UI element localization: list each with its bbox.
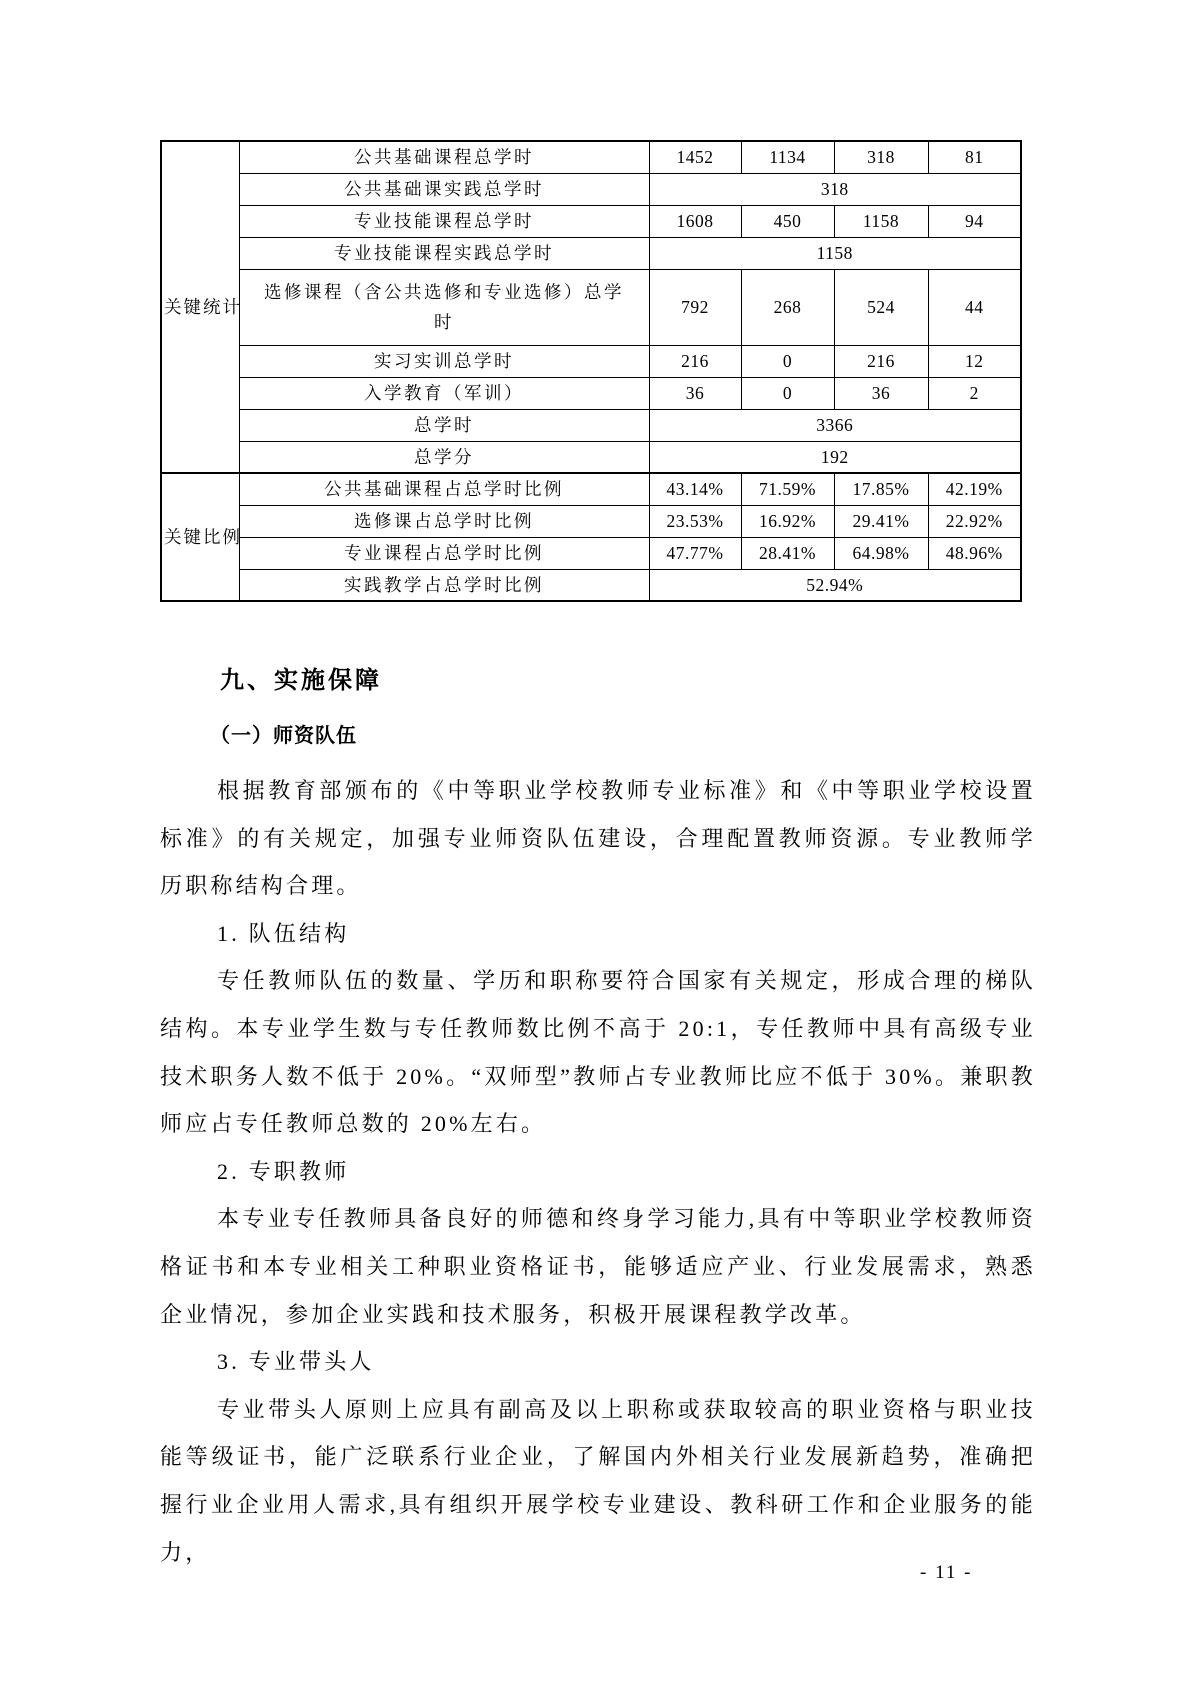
value-cell: 1608 bbox=[649, 205, 741, 237]
value-cell: 318 bbox=[834, 141, 928, 173]
row-label-text: 公共基础课程占总学时比例 bbox=[324, 479, 564, 500]
row-label-cell bbox=[239, 505, 649, 537]
value-cell: 64.98% bbox=[834, 537, 928, 569]
table-row bbox=[161, 505, 1021, 537]
row-label-cell bbox=[239, 409, 649, 441]
table-row bbox=[161, 141, 1021, 173]
row-label-text: 总学分 bbox=[414, 446, 474, 467]
curriculum-stats-table bbox=[160, 140, 1022, 602]
value-cell: 48.96% bbox=[928, 537, 1021, 569]
table-row bbox=[161, 345, 1021, 377]
row-label-text: 公共基础课程总学时 bbox=[354, 147, 534, 168]
section-heading: 九、实施保障 bbox=[220, 667, 382, 694]
value-cell: 524 bbox=[834, 269, 928, 345]
row-label-text: 入学教育（军训） bbox=[364, 383, 524, 403]
table-row bbox=[161, 441, 1021, 473]
row-label-text: 实践教学占总学时比例 bbox=[344, 574, 544, 595]
row-label-cell bbox=[239, 141, 649, 173]
numbered-item: 3. 专业带头人 bbox=[217, 1349, 375, 1375]
value-cell: 71.59% bbox=[741, 473, 834, 505]
value-cell: 1134 bbox=[741, 141, 834, 173]
value-cell: 16.92% bbox=[741, 505, 834, 537]
table-row bbox=[161, 569, 1021, 601]
value-cell: 1158 bbox=[834, 205, 928, 237]
row-label-cell bbox=[239, 441, 649, 473]
table-row bbox=[161, 473, 1021, 505]
page-number: - 11 - bbox=[920, 1562, 973, 1583]
value-cell: 792 bbox=[649, 269, 741, 345]
value-cell: 0 bbox=[741, 345, 834, 377]
table-row bbox=[161, 377, 1021, 409]
value-cell: 2 bbox=[928, 377, 1021, 409]
value-cell: 22.92% bbox=[928, 505, 1021, 537]
table-row bbox=[161, 269, 1021, 345]
numbered-item: 2. 专职教师 bbox=[217, 1158, 350, 1184]
body-paragraph: 根据教育部颁布的《中等职业学校教师专业标准》和《中等职业学校设置标准》的有关规定，加强专业师资队伍建设，合理配置教师资源。专业教师学历职称结构合理。 bbox=[160, 778, 1036, 899]
row-label-cell bbox=[239, 205, 649, 237]
group-label-cell: 关键比例 bbox=[161, 473, 239, 601]
value-cell: 36 bbox=[834, 377, 928, 409]
body-paragraph: 专业带头人原则上应具有副高及以上职称或获取较高的职业资格与职业技能等级证书，能广泛联系行业企业，了解国内外相关行业发展新趋势，准确把握行业企业用人需求,具有组织开展学校专业建设、教科研工作和企业服务的能力， bbox=[160, 1396, 1036, 1565]
row-label-cell bbox=[239, 569, 649, 601]
value-cell: 52.94% bbox=[649, 569, 1021, 601]
value-cell: 42.19% bbox=[928, 473, 1021, 505]
value-cell: 450 bbox=[741, 205, 834, 237]
value-cell: 44 bbox=[928, 269, 1021, 345]
row-label-text: 专业课程占总学时比例 bbox=[344, 543, 544, 563]
body-paragraphs bbox=[160, 767, 1036, 1576]
value-cell: 43.14% bbox=[649, 473, 741, 505]
row-label-cell bbox=[239, 237, 649, 269]
row-label-cell bbox=[239, 345, 649, 377]
row-label-text: 实习实训总学时 bbox=[374, 351, 514, 371]
row-label-text: 选修课程（含公共选修和专业选修）总学时 bbox=[264, 282, 624, 332]
value-cell: 1158 bbox=[649, 237, 1021, 269]
numbered-item: 1. 队伍结构 bbox=[217, 920, 350, 946]
value-cell: 28.41% bbox=[741, 537, 834, 569]
table-row bbox=[161, 205, 1021, 237]
value-cell: 12 bbox=[928, 345, 1021, 377]
row-label-cell bbox=[239, 377, 649, 409]
row-label-cell bbox=[239, 473, 649, 505]
row-label-text: 专业技能课程总学时 bbox=[354, 211, 534, 231]
value-cell: 29.41% bbox=[834, 505, 928, 537]
row-label-text: 专业技能课程实践总学时 bbox=[334, 243, 554, 263]
subsection-heading: （一）师资队伍 bbox=[210, 725, 357, 747]
value-cell: 268 bbox=[741, 269, 834, 345]
value-cell: 318 bbox=[649, 173, 1021, 205]
row-label-cell bbox=[239, 537, 649, 569]
row-label-cell bbox=[239, 173, 649, 205]
value-cell: 47.77% bbox=[649, 537, 741, 569]
row-label-cell bbox=[239, 269, 649, 345]
value-cell: 1452 bbox=[649, 141, 741, 173]
value-cell: 192 bbox=[649, 441, 1021, 473]
table-row bbox=[161, 173, 1021, 205]
body-paragraph: 本专业专任教师具备良好的师德和终身学习能力,具有中等职业学校教师资格证书和本专业相关工种职业资格证书，能够适应产业、行业发展需求，熟悉企业情况，参加企业实践和技术服务，积极开展课程教学改革。 bbox=[160, 1206, 1036, 1327]
row-label-text: 总学时 bbox=[414, 415, 474, 435]
value-cell: 23.53% bbox=[649, 505, 741, 537]
value-cell: 94 bbox=[928, 205, 1021, 237]
value-cell: 0 bbox=[741, 377, 834, 409]
row-label-text: 选修课占总学时比例 bbox=[354, 511, 534, 531]
table-row bbox=[161, 237, 1021, 269]
row-label-text: 公共基础课实践总学时 bbox=[344, 179, 544, 199]
value-cell: 216 bbox=[649, 345, 741, 377]
table-row bbox=[161, 537, 1021, 569]
value-cell: 216 bbox=[834, 345, 928, 377]
table-row bbox=[161, 409, 1021, 441]
value-cell: 17.85% bbox=[834, 473, 928, 505]
value-cell: 3366 bbox=[649, 409, 1021, 441]
group-label-cell: 关键统计 bbox=[161, 141, 239, 473]
value-cell: 81 bbox=[928, 141, 1021, 173]
value-cell: 36 bbox=[649, 377, 741, 409]
body-paragraph: 专任教师队伍的数量、学历和职称要符合国家有关规定，形成合理的梯队结构。本专业学生数与专任教师数比例不高于 20:1，专任教师中具有高级专业技术职务人数不低于 20%。“双师型”教师占专业教师比应不低于 30%。兼职教师应占专任教师总数的 20%左右。 bbox=[160, 968, 1036, 1137]
